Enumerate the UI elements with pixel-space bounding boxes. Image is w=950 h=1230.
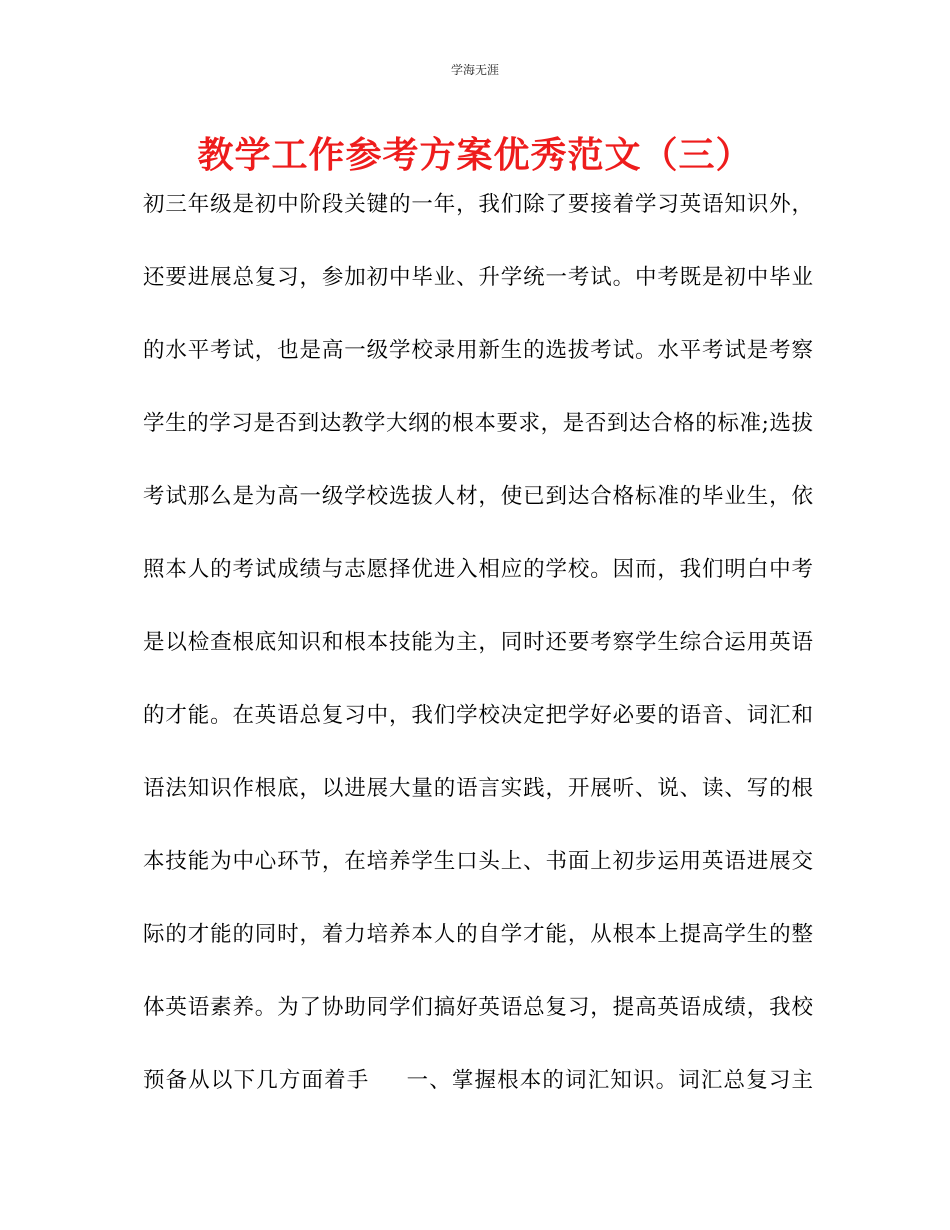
document-title: 教学工作参考方案优秀范文（三） xyxy=(197,135,753,176)
text-line: 考试那么是为高一级学校选拔人材，使已到达合格标准的毕业生，依 xyxy=(143,484,813,509)
last-line-part1: 预备从以下几方面着手 xyxy=(143,1068,370,1093)
text-line: 的水平考试，也是高一级学校录用新生的选拔考试。水平考试是考察 xyxy=(143,338,813,363)
text-line: 照本人的考试成绩与志愿择优进入相应的学校。因而，我们明白中考 xyxy=(143,557,813,582)
body-paragraph xyxy=(143,180,813,1129)
page-header: 学海无涯 xyxy=(450,63,499,77)
last-line-part2: 一、掌握根本的词汇知识。词汇总复习主 xyxy=(405,1068,813,1093)
text-line: 体英语素养。为了协助同学们搞好英语总复习，提高英语成绩，我校 xyxy=(143,995,813,1020)
text-line: 初三年级是初中阶段关键的一年，我们除了要接着学习英语知识外， xyxy=(143,192,813,217)
text-line: 学生的学习是否到达教学大纲的根本要求，是否到达合格的标准;选拔 xyxy=(143,411,813,436)
text-line: 还要进展总复习，参加初中毕业、升学统一考试。中考既是初中毕业 xyxy=(143,265,813,290)
text-line: 本技能为中心环节，在培养学生口头上、书面上初步运用英语进展交 xyxy=(143,849,813,874)
text-line: 是以检查根底知识和根本技能为主，同时还要考察学生综合运用英语 xyxy=(143,630,813,655)
text-line: 语法知识作根底，以进展大量的语言实践，开展听、说、读、写的根 xyxy=(143,776,813,801)
text-line-last xyxy=(143,1056,813,1129)
text-line: 的才能。在英语总复习中，我们学校决定把学好必要的语音、词汇和 xyxy=(143,703,813,728)
text-line: 际的才能的同时，着力培养本人的自学才能，从根本上提高学生的整 xyxy=(143,922,813,947)
